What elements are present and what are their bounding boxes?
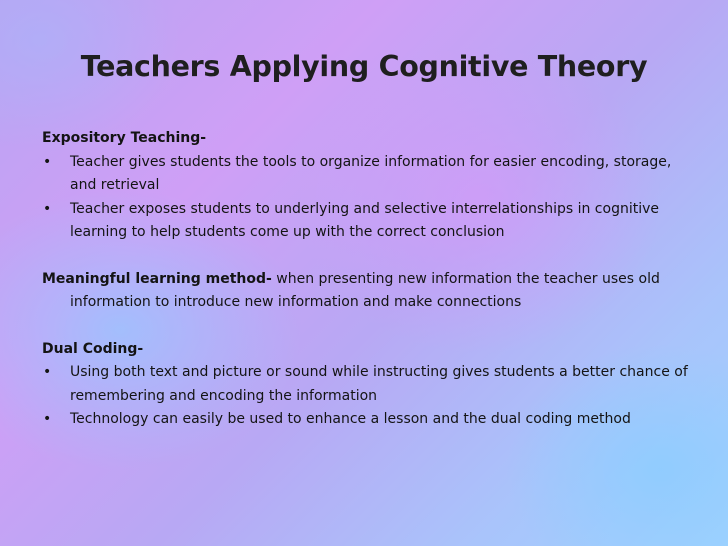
meaningful-heading: Meaningful learning method- xyxy=(42,270,272,287)
dual-coding-bullet-1 xyxy=(42,361,698,408)
bullet-text: Teacher exposes students to underlying and selective interrelationships in cognitive learning to help students come up with the correct conclusion xyxy=(70,200,659,240)
expository-bullet-2 xyxy=(42,198,698,245)
slide-body xyxy=(42,127,698,432)
bullet-icon: • xyxy=(43,411,52,427)
bullet-icon: • xyxy=(43,153,52,170)
bullet-text: Teacher gives students the tools to organize information for easier encoding, storage, and retrieval xyxy=(70,153,672,193)
slide-title: Teachers Applying Cognitive Theory xyxy=(80,50,648,83)
expository-heading: Expository Teaching- xyxy=(42,130,207,146)
bullet-icon: • xyxy=(43,364,52,380)
bullet-icon: • xyxy=(43,200,52,217)
meaningful-paragraph xyxy=(42,268,698,315)
bullet-text: Technology can easily be used to enhance a lesson and the dual coding method xyxy=(70,411,631,427)
meaningful-text: when presenting new information the teacher uses old information to introduce new information and make connections xyxy=(70,270,660,310)
dual-coding-bullet-2 xyxy=(42,408,698,432)
dual-coding-heading: Dual Coding- xyxy=(42,340,144,357)
expository-bullet-1 xyxy=(42,151,698,198)
bullet-text: Using both text and picture or sound while instructing gives students a better chance of remembering and encoding the information xyxy=(70,364,688,404)
